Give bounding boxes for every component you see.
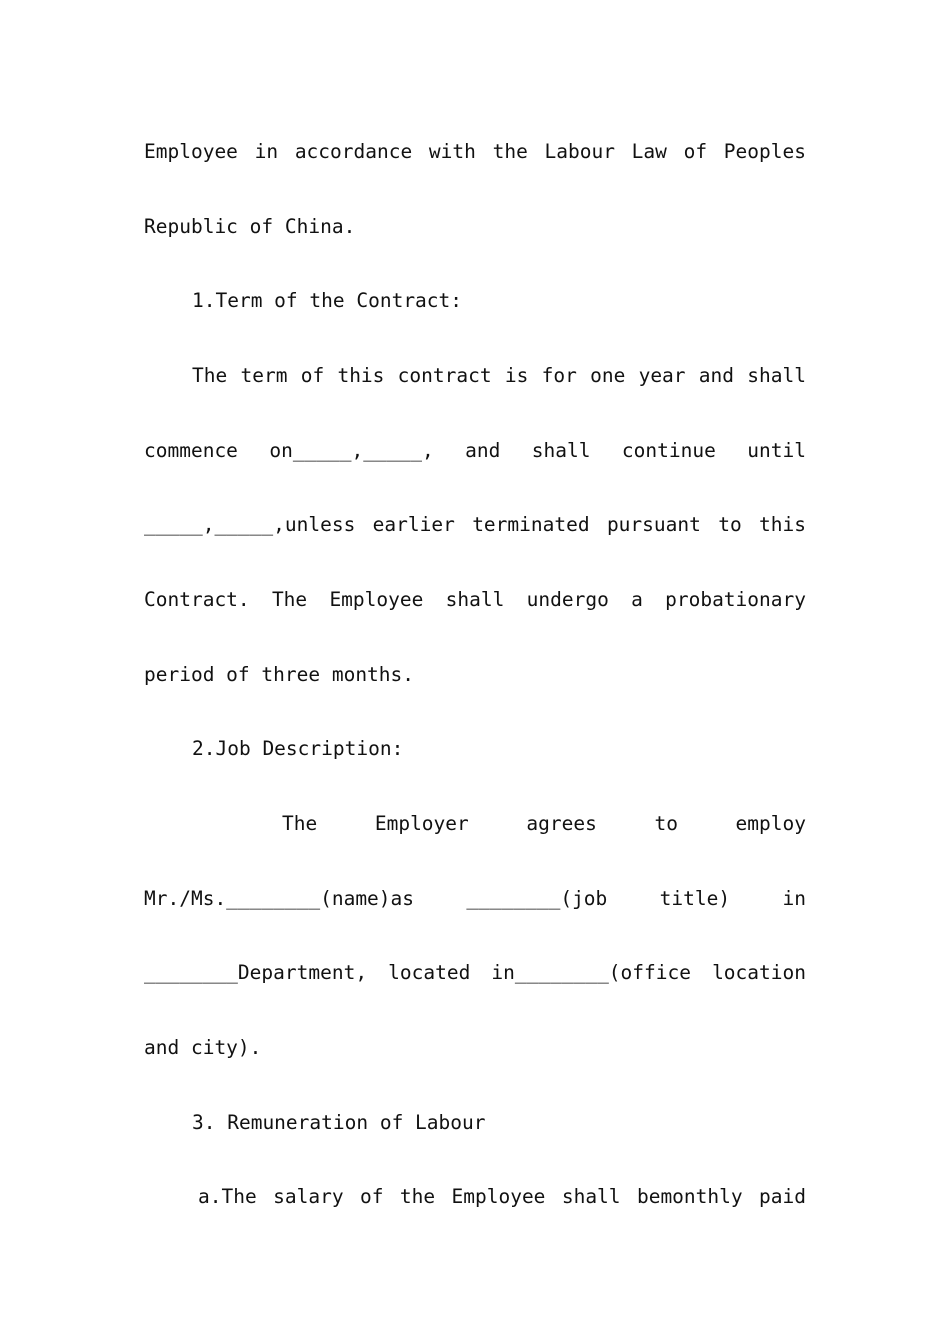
section-heading-remuneration: 3. Remuneration of Labour [192,1111,486,1134]
body-text-line: The Employer agrees to employ [282,812,806,835]
body-text-line: Employee in accordance with the Labour Law of Peoples [144,140,806,163]
body-text-line: Contract. The Employee shall undergo a probationary [144,588,806,611]
body-text-line: and city). [144,1036,262,1059]
body-text-line: Mr./Ms.________(name)as ________(job title) in [144,887,806,910]
body-text-line: ________Department, located in________(office location [144,961,806,984]
body-text-line: _____,_____,unless earlier terminated pursuant to this [144,513,806,536]
body-text-line: Republic of China. [144,215,356,238]
section-heading-term: 1.Term of the Contract: [192,289,463,312]
body-text-line: The term of this contract is for one year and shall [192,364,806,387]
section-heading-job: 2.Job Description: [192,737,404,760]
body-text-line: period of three months. [144,663,415,686]
body-text-line: a.The salary of the Employee shall bemonthly paid [198,1185,806,1208]
body-text-line: commence on_____,_____, and shall continue until [144,439,806,462]
